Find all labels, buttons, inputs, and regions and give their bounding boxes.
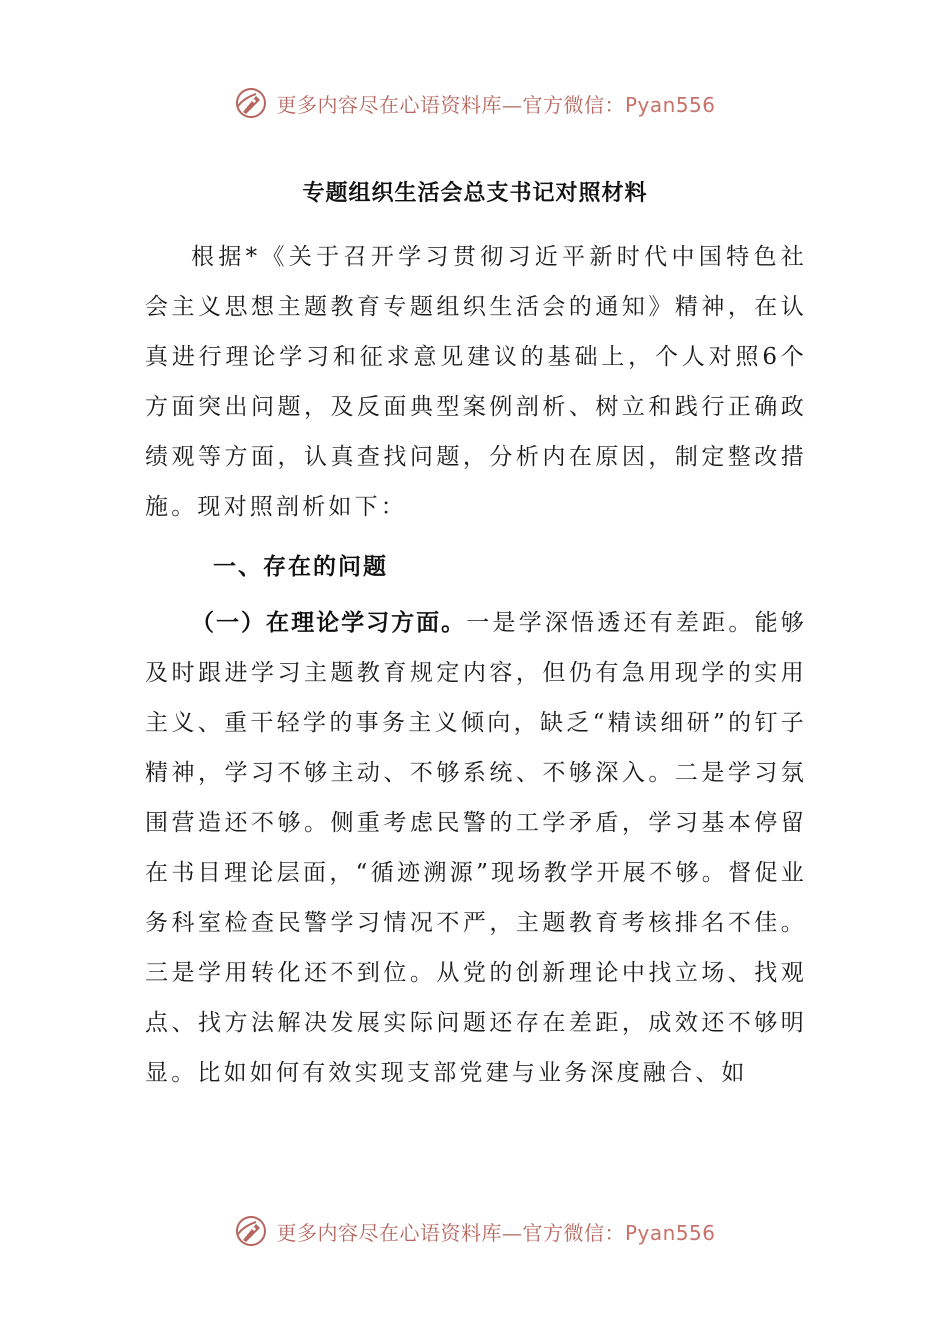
section-heading: 一、存在的问题 xyxy=(213,554,388,580)
subsection-lead: （一）在理论学习方面。 xyxy=(191,610,467,636)
document-title: 专题组织生活会总支书记对照材料 xyxy=(302,181,648,206)
theory-study-paragraph xyxy=(145,598,807,1098)
pen-nib-circle-icon xyxy=(234,86,268,120)
watermark-handle: Pyan556 xyxy=(624,92,716,117)
header-watermark xyxy=(0,81,950,125)
watermark-text: 更多内容尽在心语资料库—官方微信：Pyan556 xyxy=(276,92,716,117)
pen-nib-circle-icon xyxy=(234,1214,268,1248)
document-body xyxy=(145,232,807,1098)
footer-watermark xyxy=(0,1209,950,1253)
watermark-text: 更多内容尽在心语资料库—官方微信：Pyan556 xyxy=(276,1220,716,1245)
watermark-handle: Pyan556 xyxy=(624,1220,716,1245)
subsection-body: 一是学深悟透还有差距。能够及时跟进学习主题教育规定内容，但仍有急用现学的实用主义、重干轻学的事务主义倾向，缺乏“精读细研”的钉子精神，学习不够主动、不够系统、不够深入。二是学习氛围营造还不够。侧重考虑民警的工学矛盾，学习基本停留在书目理论层面，“循迹溯源”现场教学开展不够。督促业务科室检查民警学习情况不严，主题教育考核排名不佳。三是学用转化还不到位。从党的创新理论中找立场、找观点、找方法解决发展实际问题还存在差距，成效还不够明显。比如如何有效实现支部党建与业务深度融合、如 xyxy=(145,610,807,1086)
intro-paragraph: 根据*《关于召开学习贯彻习近平新时代中国特色社会主义思想主题教育专题组织生活会的通知》精神，在认真进行理论学习和征求意见建议的基础上，个人对照6个方面突出问题，及反面典型案例剖析、树立和践行正确政绩观等方面，认真查找问题，分析内在原因，制定整改措施。现对照剖析如下： xyxy=(145,244,807,520)
